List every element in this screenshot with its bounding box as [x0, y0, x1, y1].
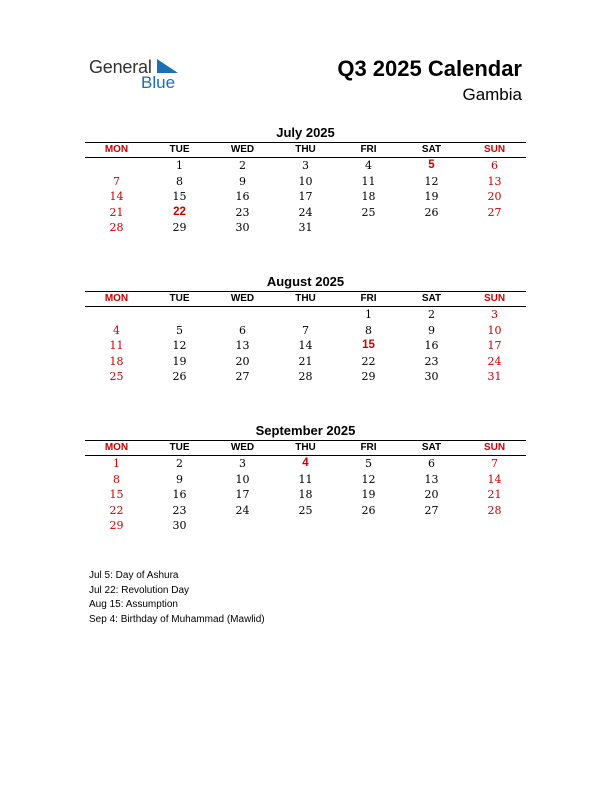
day-cell: 24 [298, 205, 313, 219]
week-row [85, 338, 526, 354]
day-cell: 6 [428, 457, 435, 470]
week-row [85, 220, 526, 236]
day-cell: 2 [428, 308, 435, 321]
day-cell: 17 [298, 190, 313, 204]
day-cell: 4 [113, 323, 120, 337]
day-cell: 5 [176, 323, 183, 337]
holiday-item: Jul 22: Revolution Day [89, 584, 190, 596]
day-cell [400, 518, 463, 534]
day-cell: 14 [109, 190, 124, 204]
day-cell: 12 [172, 339, 187, 353]
day-cell [463, 518, 526, 534]
day-cell: 28 [487, 503, 502, 517]
weekday-header [85, 291, 526, 307]
day-cell [400, 220, 463, 236]
weekday-label: SUN [483, 293, 506, 304]
day-cell: 26 [172, 370, 187, 384]
month-2 [85, 423, 526, 534]
week-row [85, 369, 526, 385]
month-title: September 2025 [255, 423, 356, 438]
holiday-list [89, 569, 265, 627]
day-cell: 23 [172, 503, 187, 517]
logo-triangle-icon [157, 59, 178, 73]
week-row [85, 158, 526, 174]
day-cell: 27 [487, 205, 502, 219]
weekday-label: FRI [360, 293, 377, 304]
weekday-label: MON [104, 144, 129, 155]
day-cell: 1 [113, 457, 120, 470]
weekday-label: TUE [169, 144, 190, 155]
day-cell: 30 [424, 370, 439, 384]
day-cell: 21 [298, 354, 313, 368]
day-cell [211, 518, 274, 534]
logo-general-text: General [89, 57, 152, 77]
day-cell: 5 [428, 159, 435, 171]
day-cell: 28 [298, 370, 313, 384]
day-cell: 24 [487, 354, 502, 368]
month-title: July 2025 [276, 125, 335, 140]
day-cell: 11 [109, 339, 124, 353]
day-cell: 6 [491, 159, 498, 172]
day-cell: 31 [298, 221, 313, 235]
day-cell: 25 [298, 503, 313, 517]
day-cell: 23 [424, 354, 439, 368]
day-cell [85, 307, 148, 323]
day-cell: 3 [239, 457, 246, 470]
week-row [85, 307, 526, 323]
day-cell: 2 [239, 159, 246, 172]
day-cell: 9 [428, 323, 435, 337]
week-row [85, 518, 526, 534]
day-cell [337, 220, 400, 236]
week-row [85, 323, 526, 339]
day-cell: 26 [361, 503, 376, 517]
weekday-label: MON [104, 293, 129, 304]
day-cell: 4 [365, 159, 372, 172]
day-cell: 13 [487, 174, 502, 188]
month-1 [85, 274, 526, 385]
day-cell: 8 [176, 174, 183, 188]
day-cell: 20 [487, 190, 502, 204]
weekday-label: THU [295, 442, 316, 453]
logo-blue-text: Blue [141, 73, 176, 92]
day-cell: 11 [361, 174, 376, 188]
day-cell: 1 [176, 159, 183, 172]
day-cell: 15 [172, 190, 187, 204]
day-cell: 5 [365, 457, 372, 470]
day-cell: 10 [235, 472, 250, 486]
day-cell: 19 [361, 488, 376, 502]
holiday-item: Sep 4: Birthday of Muhammad (Mawlid) [89, 613, 265, 625]
country-name: Gambia [462, 85, 522, 104]
day-cell: 21 [109, 205, 124, 219]
day-cell: 28 [109, 221, 124, 235]
holiday-item: Aug 15: Assumption [89, 599, 178, 610]
day-cell: 9 [176, 472, 183, 486]
week-row [85, 472, 526, 488]
weekday-label: MON [104, 442, 129, 453]
day-cell: 10 [298, 174, 313, 188]
day-cell: 22 [361, 354, 376, 368]
day-cell: 29 [109, 519, 124, 533]
day-cell: 3 [491, 308, 498, 321]
day-cell: 27 [424, 503, 439, 517]
day-cell: 8 [365, 323, 372, 337]
weekday-label: FRI [360, 144, 377, 155]
week-row [85, 189, 526, 205]
day-cell: 1 [365, 308, 372, 321]
day-cell: 7 [302, 323, 309, 337]
day-cell [337, 518, 400, 534]
month-0 [85, 125, 526, 236]
day-cell: 13 [424, 472, 439, 486]
day-cell: 13 [235, 339, 250, 353]
weekday-label: SAT [421, 293, 442, 304]
day-cell: 19 [172, 354, 187, 368]
day-cell: 24 [235, 503, 250, 517]
weekday-label: FRI [360, 442, 377, 453]
day-cell: 25 [109, 370, 124, 384]
day-cell: 22 [173, 205, 186, 218]
day-cell [463, 220, 526, 236]
day-cell: 29 [361, 370, 376, 384]
day-cell [211, 307, 274, 323]
day-cell: 14 [487, 472, 502, 486]
weekday-header [85, 440, 526, 456]
day-cell: 30 [172, 519, 187, 533]
holiday-item: Jul 5: Day of Ashura [89, 570, 179, 581]
day-cell: 18 [298, 488, 313, 502]
day-cell [148, 307, 211, 323]
week-row [85, 503, 526, 519]
weekday-label: SUN [483, 442, 506, 453]
day-cell: 9 [239, 174, 246, 188]
day-cell: 20 [424, 488, 439, 502]
weekday-label: SUN [483, 144, 506, 155]
day-cell: 27 [235, 370, 250, 384]
day-cell: 15 [109, 488, 124, 502]
week-row [85, 456, 526, 472]
day-cell: 16 [235, 190, 250, 204]
day-cell: 12 [361, 472, 376, 486]
week-row [85, 487, 526, 503]
day-cell: 12 [424, 174, 439, 188]
weekday-label: SAT [421, 442, 442, 453]
day-cell: 26 [424, 205, 439, 219]
weekday-label: THU [295, 293, 316, 304]
week-row [85, 174, 526, 190]
day-cell: 25 [361, 205, 376, 219]
weekday-label: WED [230, 144, 255, 155]
day-cell: 16 [172, 488, 187, 502]
weekday-label: TUE [169, 442, 190, 453]
day-cell: 15 [362, 339, 375, 352]
day-cell: 31 [487, 370, 502, 384]
day-cell: 23 [235, 205, 250, 219]
day-cell: 19 [424, 190, 439, 204]
week-row [85, 354, 526, 370]
day-cell [85, 158, 148, 174]
day-cell: 18 [361, 190, 376, 204]
day-cell: 6 [239, 323, 246, 337]
day-cell: 3 [302, 159, 309, 172]
weekday-header [85, 142, 526, 158]
day-cell: 11 [298, 472, 313, 486]
week-row [85, 205, 526, 221]
weekday-label: WED [230, 442, 255, 453]
day-cell: 21 [487, 488, 502, 502]
day-cell: 20 [235, 354, 250, 368]
day-cell: 7 [113, 174, 120, 188]
day-cell: 14 [298, 339, 313, 353]
day-cell [274, 307, 337, 323]
day-cell: 17 [487, 339, 502, 353]
day-cell: 30 [235, 221, 250, 235]
day-cell: 8 [113, 472, 120, 486]
day-cell: 10 [487, 323, 502, 337]
day-cell: 18 [109, 354, 124, 368]
day-cell: 17 [235, 488, 250, 502]
weekday-label: THU [295, 144, 316, 155]
day-cell: 29 [172, 221, 187, 235]
day-cell: 2 [176, 457, 183, 470]
weekday-label: WED [230, 293, 255, 304]
day-cell: 7 [491, 457, 498, 470]
month-title: August 2025 [266, 274, 345, 289]
weekday-label: SAT [421, 144, 442, 155]
day-cell [274, 518, 337, 534]
day-cell: 4 [302, 457, 309, 469]
logo [89, 57, 189, 93]
day-cell: 16 [424, 339, 439, 353]
weekday-label: TUE [169, 293, 190, 304]
page-title: Q3 2025 Calendar [337, 56, 522, 81]
day-cell: 22 [109, 503, 124, 517]
